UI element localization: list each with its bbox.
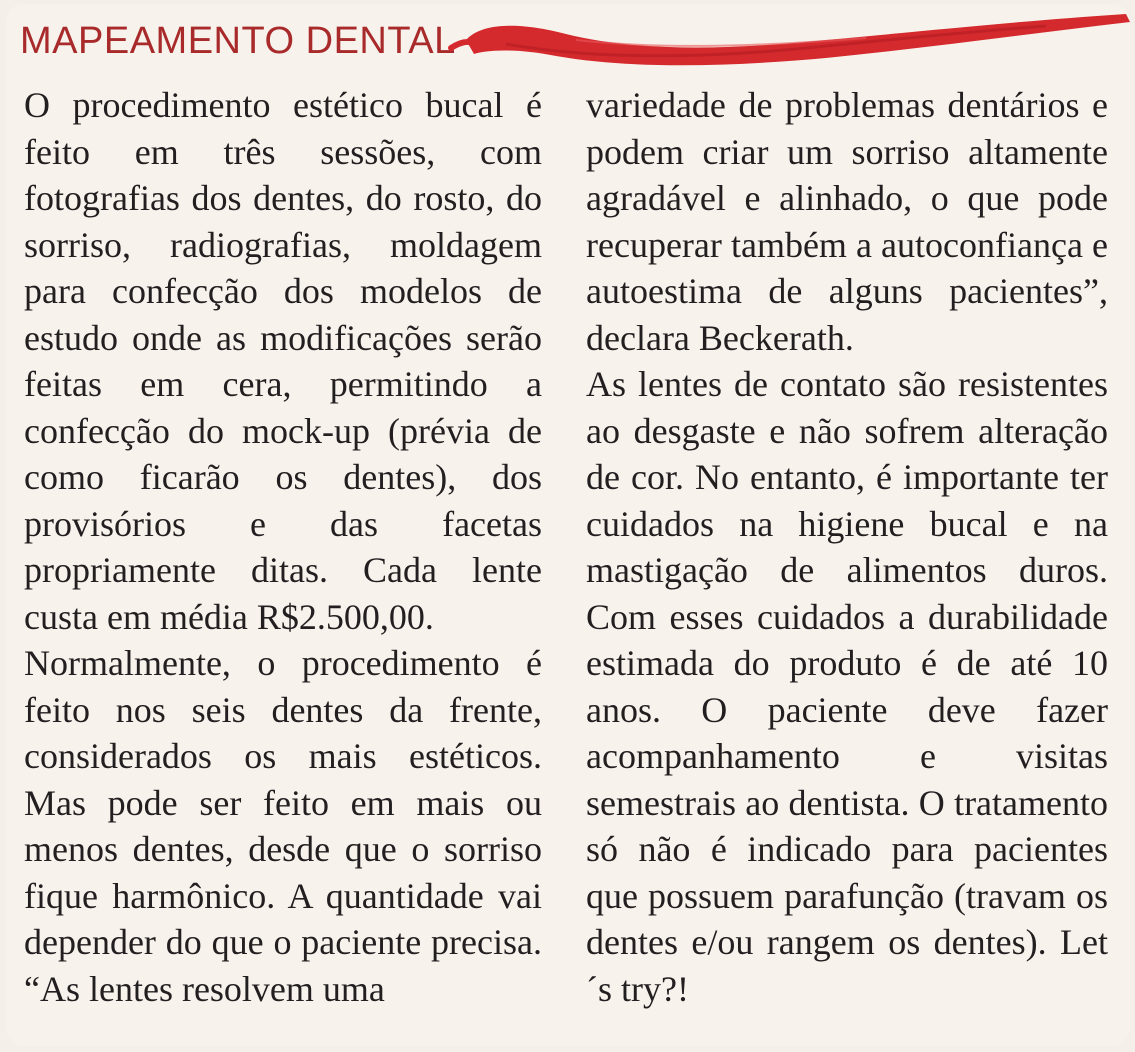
paragraph: variedade de problemas dentários e podem criar um sorriso altamente agradável e alinhado, o que pode recuperar também a autoconfiança e autoestima de alguns pacientes”, declara Beckerath. [586,85,1108,358]
paragraph: Normalmente, o procedimento é feito nos seis dentes da frente, considerados os mais estéticos. Mas pode ser feito em mais ou menos dentes, desde que o sorriso fique harmônico. A quantidade vai depender do que o paciente precisa. “As lentes resolvem uma [24,643,542,1009]
paragraph: O procedimento estético bucal é feito em três sessões, com fotografias dos dentes, do rosto, do sorriso, radiografias, moldagem para confecção dos modelos de estudo onde as modificações serão feitas em cera, permitindo a confecção do mock-up (prévia de como ficarão os dentes), dos provisórios e das facetas propriamente ditas. Cada lente custa em média R$2.500,00. [24,85,542,637]
right-column [586,82,1108,1012]
red-brush-stroke-icon [446,4,1130,84]
article-box [6,4,1130,1046]
section-title: MAPEAMENTO DENTAL [20,20,456,62]
left-column [24,82,542,1012]
paragraph: As lentes de contato são resistentes ao desgaste e não sofrem alteração de cor. No entanto, é importante ter cuidados na higiene bucal e na mastigação de alimentos duros. Com esses cuidados a durabilidade estimada do produto é de até 10 anos. O paciente deve fazer acompanhamento e visitas semestrais ao dentista. O tratamento só não é indicado para pacientes que possuem parafunção (travam os dentes e/ou rangem os dentes). Let´s try?! [586,364,1108,1009]
